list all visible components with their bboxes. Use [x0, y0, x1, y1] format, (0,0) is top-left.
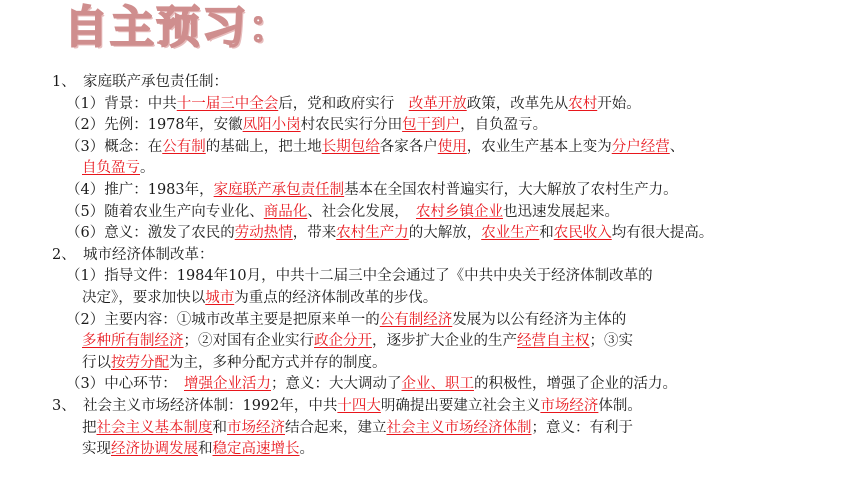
note-line [52, 266, 852, 288]
answer-keyword: 多种所有制经济 [82, 333, 184, 350]
note-text: ，带来 [292, 225, 337, 242]
note-text: 实现 [82, 441, 111, 458]
note-text: 3、 社会主义市场经济体制：1992年，中共 [52, 397, 338, 414]
note-text: 村农民实行分田 [300, 117, 403, 134]
answer-keyword: 企业、职工 [401, 376, 474, 393]
note-text: 政策，改革先从 [466, 95, 569, 112]
note-text: 各家各户 [379, 138, 438, 155]
answer-keyword: 市场经济 [540, 397, 599, 414]
note-text: 把 [82, 419, 97, 436]
note-text: 开始。 [597, 95, 641, 112]
note-text: （1）指导文件：1984年10月，中共十二届三中全会通过了《中共中央关于经济体制改革的 [66, 268, 653, 285]
answer-keyword: 经营自主权 [517, 333, 590, 350]
answer-keyword: 改革开放 [408, 95, 467, 112]
answer-keyword: 农民收入 [553, 225, 612, 242]
note-line [52, 353, 852, 375]
note-line [52, 180, 852, 202]
note-text: 和 [198, 441, 213, 458]
answer-keyword: 劳动热情 [234, 225, 293, 242]
answer-keyword: 政企分开 [314, 333, 372, 350]
answer-keyword: 市场经济 [227, 419, 285, 436]
note-text: 、社会化发展， [307, 203, 416, 220]
note-text: 决定》，要求加快以 [82, 289, 206, 306]
note-line [52, 331, 852, 353]
note-line [52, 418, 852, 440]
note-text: ，农业生产基本上变为 [466, 138, 612, 155]
answer-keyword: 包干到户 [402, 117, 461, 134]
note-text: 的大解放， [408, 225, 482, 242]
answer-keyword: 公有制 [162, 138, 206, 155]
note-text: ，自负盈亏。 [460, 117, 548, 134]
note-line [52, 310, 852, 332]
answer-keyword: 按劳分配 [111, 354, 169, 371]
note-line [52, 288, 852, 310]
answer-keyword: 农村乡镇企业 [415, 203, 503, 220]
note-text: 和 [539, 225, 554, 242]
note-line [52, 72, 852, 94]
note-text: 的积极性，增强了企业的活力。 [473, 376, 677, 393]
note-text: 行以 [82, 354, 111, 371]
note-text: 结合起来，建立 [285, 419, 387, 436]
note-line [52, 245, 852, 267]
note-text: 。 [140, 160, 155, 177]
note-text: 。 [299, 441, 314, 458]
note-text: 、 [669, 138, 685, 155]
note-text: 发展为以公有经济为主体的 [452, 311, 627, 328]
note-text: 后，党和政府实行 [278, 95, 409, 112]
note-text: 体制。 [598, 397, 642, 414]
answer-keyword: 家庭联产承包责任制 [213, 181, 345, 198]
note-line [52, 439, 852, 461]
note-text: 2、 城市经济体制改革： [52, 246, 214, 263]
answer-keyword: 分户经营 [611, 138, 670, 155]
answer-keyword: 长期包给 [321, 138, 380, 155]
page-title: 自主预习： [64, 2, 294, 53]
note-text: 也迅速发展起来。 [502, 203, 619, 220]
note-text: （6）意义：激发了农民的 [66, 225, 235, 242]
note-text: （1）背景：中共 [66, 95, 177, 112]
study-notes [52, 72, 852, 461]
note-line [52, 158, 852, 180]
note-text: （5）随着农业生产向专业化、 [66, 203, 264, 220]
answer-keyword: 增强企业活力 [183, 376, 271, 393]
note-text: ，逐步扩大企业的生产 [372, 333, 517, 350]
note-line [52, 94, 852, 116]
answer-keyword: 农业生产 [481, 225, 540, 242]
note-text: 为重点的经济体制改革的步伐。 [234, 289, 438, 306]
answer-keyword: 使用 [437, 138, 467, 155]
answer-keyword: 社会主义基本制度 [96, 419, 213, 436]
note-text: （3）中心环节： [66, 376, 184, 393]
answer-keyword: 公有制经济 [379, 311, 453, 328]
note-text: （3）概念：在 [66, 138, 163, 155]
note-line [52, 137, 852, 159]
note-text: 基本在全国农村普遍实行，大大解放了农村生产力。 [344, 181, 678, 198]
answer-keyword: 城市 [205, 289, 235, 306]
note-text: ；意义：大大调动了 [270, 376, 402, 393]
answer-keyword: 自负盈亏 [82, 160, 140, 177]
answer-keyword: 经济协调发展 [111, 441, 198, 458]
note-line [52, 223, 852, 245]
note-text: 为主，多种分配方式并存的制度。 [169, 354, 387, 371]
note-text: ；意义：有利于 [531, 419, 633, 436]
answer-keyword: 十一届三中全会 [176, 95, 279, 112]
note-text: ；②对国有企业实行 [183, 333, 314, 350]
note-line [52, 115, 852, 137]
note-text: （2）主要内容：①城市改革主要是把原来单一的 [66, 311, 380, 328]
note-text: ；③实 [589, 333, 633, 350]
answer-keyword: 凤阳小岗 [242, 117, 301, 134]
note-line [52, 396, 852, 418]
answer-keyword: 社会主义市场经济体制 [386, 419, 532, 436]
note-text: 和 [212, 419, 227, 436]
note-text: （4）推广：1983年， [66, 181, 214, 198]
note-text: 均有很大提高。 [611, 225, 714, 242]
answer-keyword: 稳定高速增长 [212, 441, 300, 458]
answer-keyword: 商品化 [263, 203, 308, 220]
answer-keyword: 十四大 [337, 397, 381, 414]
note-line [52, 202, 852, 224]
note-text: 明确提出要建立社会主义 [380, 397, 541, 414]
note-line [52, 374, 852, 396]
note-text: （2）先例：1978年，安徽 [66, 117, 243, 134]
answer-keyword: 农村 [568, 95, 598, 112]
note-text: 的基础上，把土地 [205, 138, 322, 155]
answer-keyword: 农村生产力 [336, 225, 409, 242]
note-text: 1、 家庭联产承包责任制： [52, 74, 228, 90]
